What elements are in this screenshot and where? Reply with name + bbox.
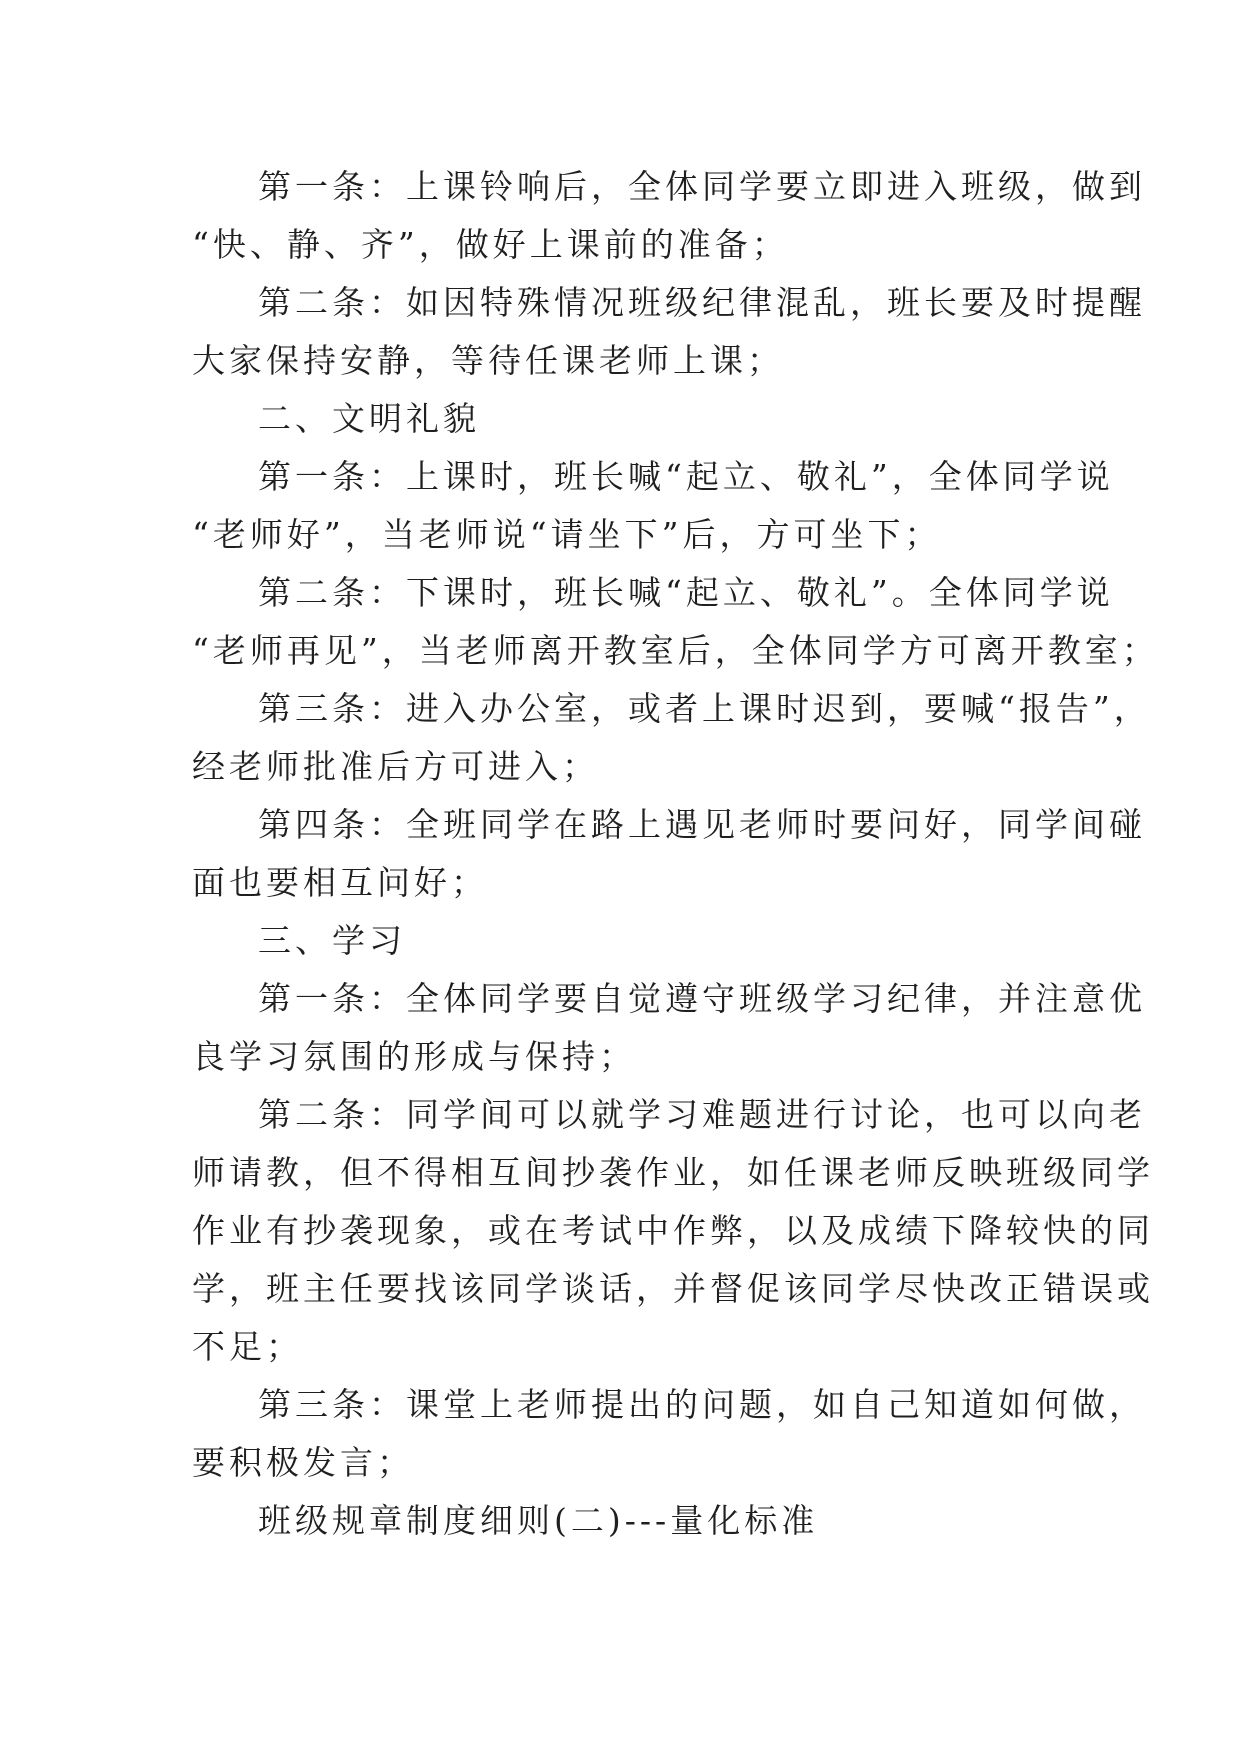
courtesy-rule-2-line-2: “老师再见”，当老师离开教室后，全体同学方可离开教室； <box>192 631 1159 670</box>
rule-1-line-2: “快、静、齐”，做好上课前的准备； <box>192 225 789 264</box>
rule-2-line-2: 大家保持安静，等待任课老师上课； <box>192 341 784 380</box>
section-heading-study: 三、学习 <box>258 921 406 960</box>
courtesy-rule-1-line-2: “老师好”，当老师说“请坐下”后，方可坐下； <box>192 515 942 554</box>
courtesy-rule-4-line-1: 第四条：全班同学在路上遇见老师时要问好，同学间碰 <box>258 805 1146 844</box>
courtesy-rule-3-line-1: 第三条：进入办公室，或者上课时迟到，要喊“报告”， <box>258 689 1151 728</box>
courtesy-rule-4-line-2: 面也要相互问好； <box>192 863 488 902</box>
study-rule-3-line-2: 要积极发言； <box>192 1443 414 1482</box>
rule-1-line-1: 第一条：上课铃响后，全体同学要立即进入班级，做到 <box>258 167 1146 206</box>
section-heading-courtesy: 二、文明礼貌 <box>258 399 480 438</box>
study-rule-2-line-3: 作业有抄袭现象，或在考试中作弊，以及成绩下降较快的同 <box>192 1211 1154 1250</box>
study-rule-1-line-1: 第一条：全体同学要自觉遵守班级学习纪律，并注意优 <box>258 979 1146 1018</box>
rule-2-line-1: 第二条：如因特殊情况班级纪律混乱，班长要及时提醒 <box>258 283 1146 322</box>
document-body <box>192 158 1159 1550</box>
study-rule-2-line-4: 学，班主任要找该同学谈话，并督促该同学尽快改正错误或 <box>192 1269 1154 1308</box>
study-rule-1-line-2: 良学习氛围的形成与保持； <box>192 1037 636 1076</box>
study-rule-2-line-5: 不足； <box>192 1327 303 1366</box>
courtesy-rule-3-line-2: 经老师批准后方可进入； <box>192 747 599 786</box>
next-section-title: 班级规章制度细则(二)---量化标准 <box>258 1501 819 1540</box>
study-rule-2-line-2: 师请教，但不得相互间抄袭作业，如任课老师反映班级同学 <box>192 1153 1154 1192</box>
study-rule-2-line-1: 第二条：同学间可以就学习难题进行讨论，也可以向老 <box>258 1095 1146 1134</box>
courtesy-rule-2-line-1: 第二条：下课时，班长喊“起立、敬礼”。全体同学说 <box>258 573 1114 612</box>
courtesy-rule-1-line-1: 第一条：上课时，班长喊“起立、敬礼”，全体同学说 <box>258 457 1114 496</box>
study-rule-3-line-1: 第三条：课堂上老师提出的问题，如自己知道如何做， <box>258 1385 1146 1424</box>
